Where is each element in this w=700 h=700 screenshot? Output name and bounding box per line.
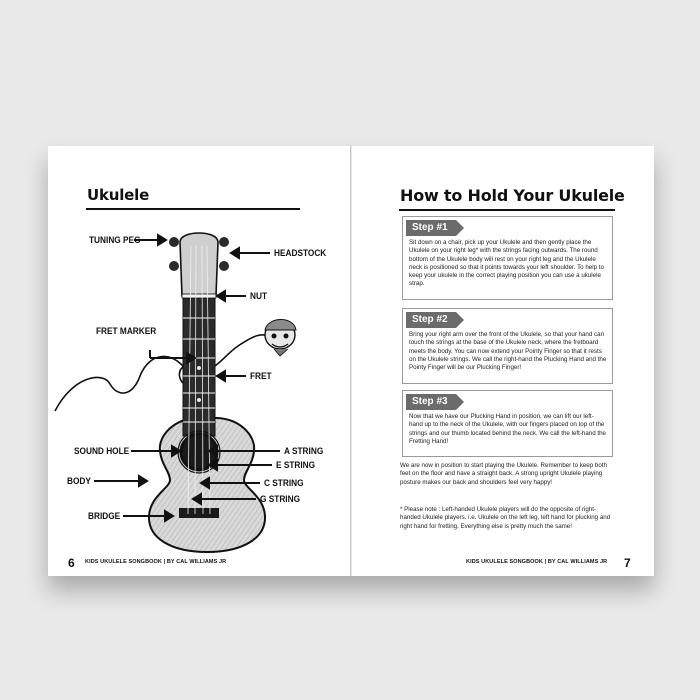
step-card xyxy=(402,390,613,457)
page-title: Ukulele xyxy=(87,186,150,204)
tuning-peg-icon xyxy=(169,261,179,271)
tuning-peg-icon xyxy=(219,261,229,271)
label-fret-marker: FRET MARKER xyxy=(96,326,157,336)
strap-cable xyxy=(55,335,272,411)
label-nut: NUT xyxy=(250,291,268,301)
body-paragraph: We are now in position to start playing the Ukulele. Remember to keep both feet on the floor and have a straight back. A strong upright Ukulele playing posture makes our back and shoulders feel very happy! xyxy=(400,462,607,486)
tuning-peg-icon xyxy=(219,237,229,247)
page-title: How to Hold Your Ukulele xyxy=(400,186,625,205)
label-g-string: G STRING xyxy=(260,494,301,504)
tuning-peg-icon xyxy=(169,237,179,247)
left-page xyxy=(48,146,350,576)
label-e-string: E STRING xyxy=(276,460,316,470)
fret-marker-icon xyxy=(197,366,201,370)
step-tag: Step #2 xyxy=(406,312,456,328)
label-c-string: C STRING xyxy=(264,478,304,488)
step-tag: Step #3 xyxy=(406,394,456,410)
page-footer: KIDS UKULELE SONGBOOK | BY CAL WILLIAMS JR xyxy=(466,559,608,565)
footnote: * Please note : Left-handed Ukulele players will do the opposite of right-handed Ukulele players. i.e. Ukulele on the left leg, left hand for plucking and right hand for fretting. Everything else is pretty much the same! xyxy=(400,506,611,530)
mascot-illustration xyxy=(265,320,296,357)
page-number: 6 xyxy=(68,556,75,570)
page-footer: KIDS UKULELE SONGBOOK | BY CAL WILLIAMS JR xyxy=(85,559,227,565)
step-tag: Step #1 xyxy=(406,220,456,236)
fret-marker-icon xyxy=(197,398,201,402)
step-text: Bring your right arm over the front of the Ukulele, so that your hand can touch the strings at the base of the Ukulele neck, where the fretboard meets the body. You can now extend your Pointy Finger so that it rests on the Ukulele strings. We call the right-hand the Plucking Hand and the Pointy Finger will be our Plucking Finger! xyxy=(409,331,607,372)
bridge xyxy=(179,508,219,518)
right-page xyxy=(352,146,654,576)
label-bridge: BRIDGE xyxy=(88,511,121,521)
label-sound-hole: SOUND HOLE xyxy=(74,446,130,456)
page-number: 7 xyxy=(624,556,631,570)
label-a-string: A STRING xyxy=(284,446,324,456)
label-tuning-peg: TUNING PEG xyxy=(89,235,141,245)
label-body: BODY xyxy=(67,476,91,486)
nut xyxy=(182,294,216,298)
step-text: Sit down on a chair, pick up your Ukulele and then gently place the Ukulele on your right leg* with the strings facing outwards. The round bottom of the Ukulele body will rest on your right leg and the Ukulele neck is positioned so that it points towards your left shoulder. To help to keep your ukulele in the correct playing position you can use a ukulele strap. xyxy=(409,239,604,288)
headstock xyxy=(180,233,218,296)
step-card xyxy=(402,308,613,384)
step-text: Now that we have our Plucking Hand in position, we can lift our left-hand up to the neck of the Ukulele, with our fingers placed on top of the strings and our thumb located behind the neck. We call the left-hand the Fretting Hand! xyxy=(409,413,606,445)
label-fret: FRET xyxy=(250,371,272,381)
title-underline xyxy=(399,209,615,211)
label-headstock: HEADSTOCK xyxy=(274,248,327,258)
step-card xyxy=(402,216,613,300)
open-book xyxy=(48,146,654,576)
